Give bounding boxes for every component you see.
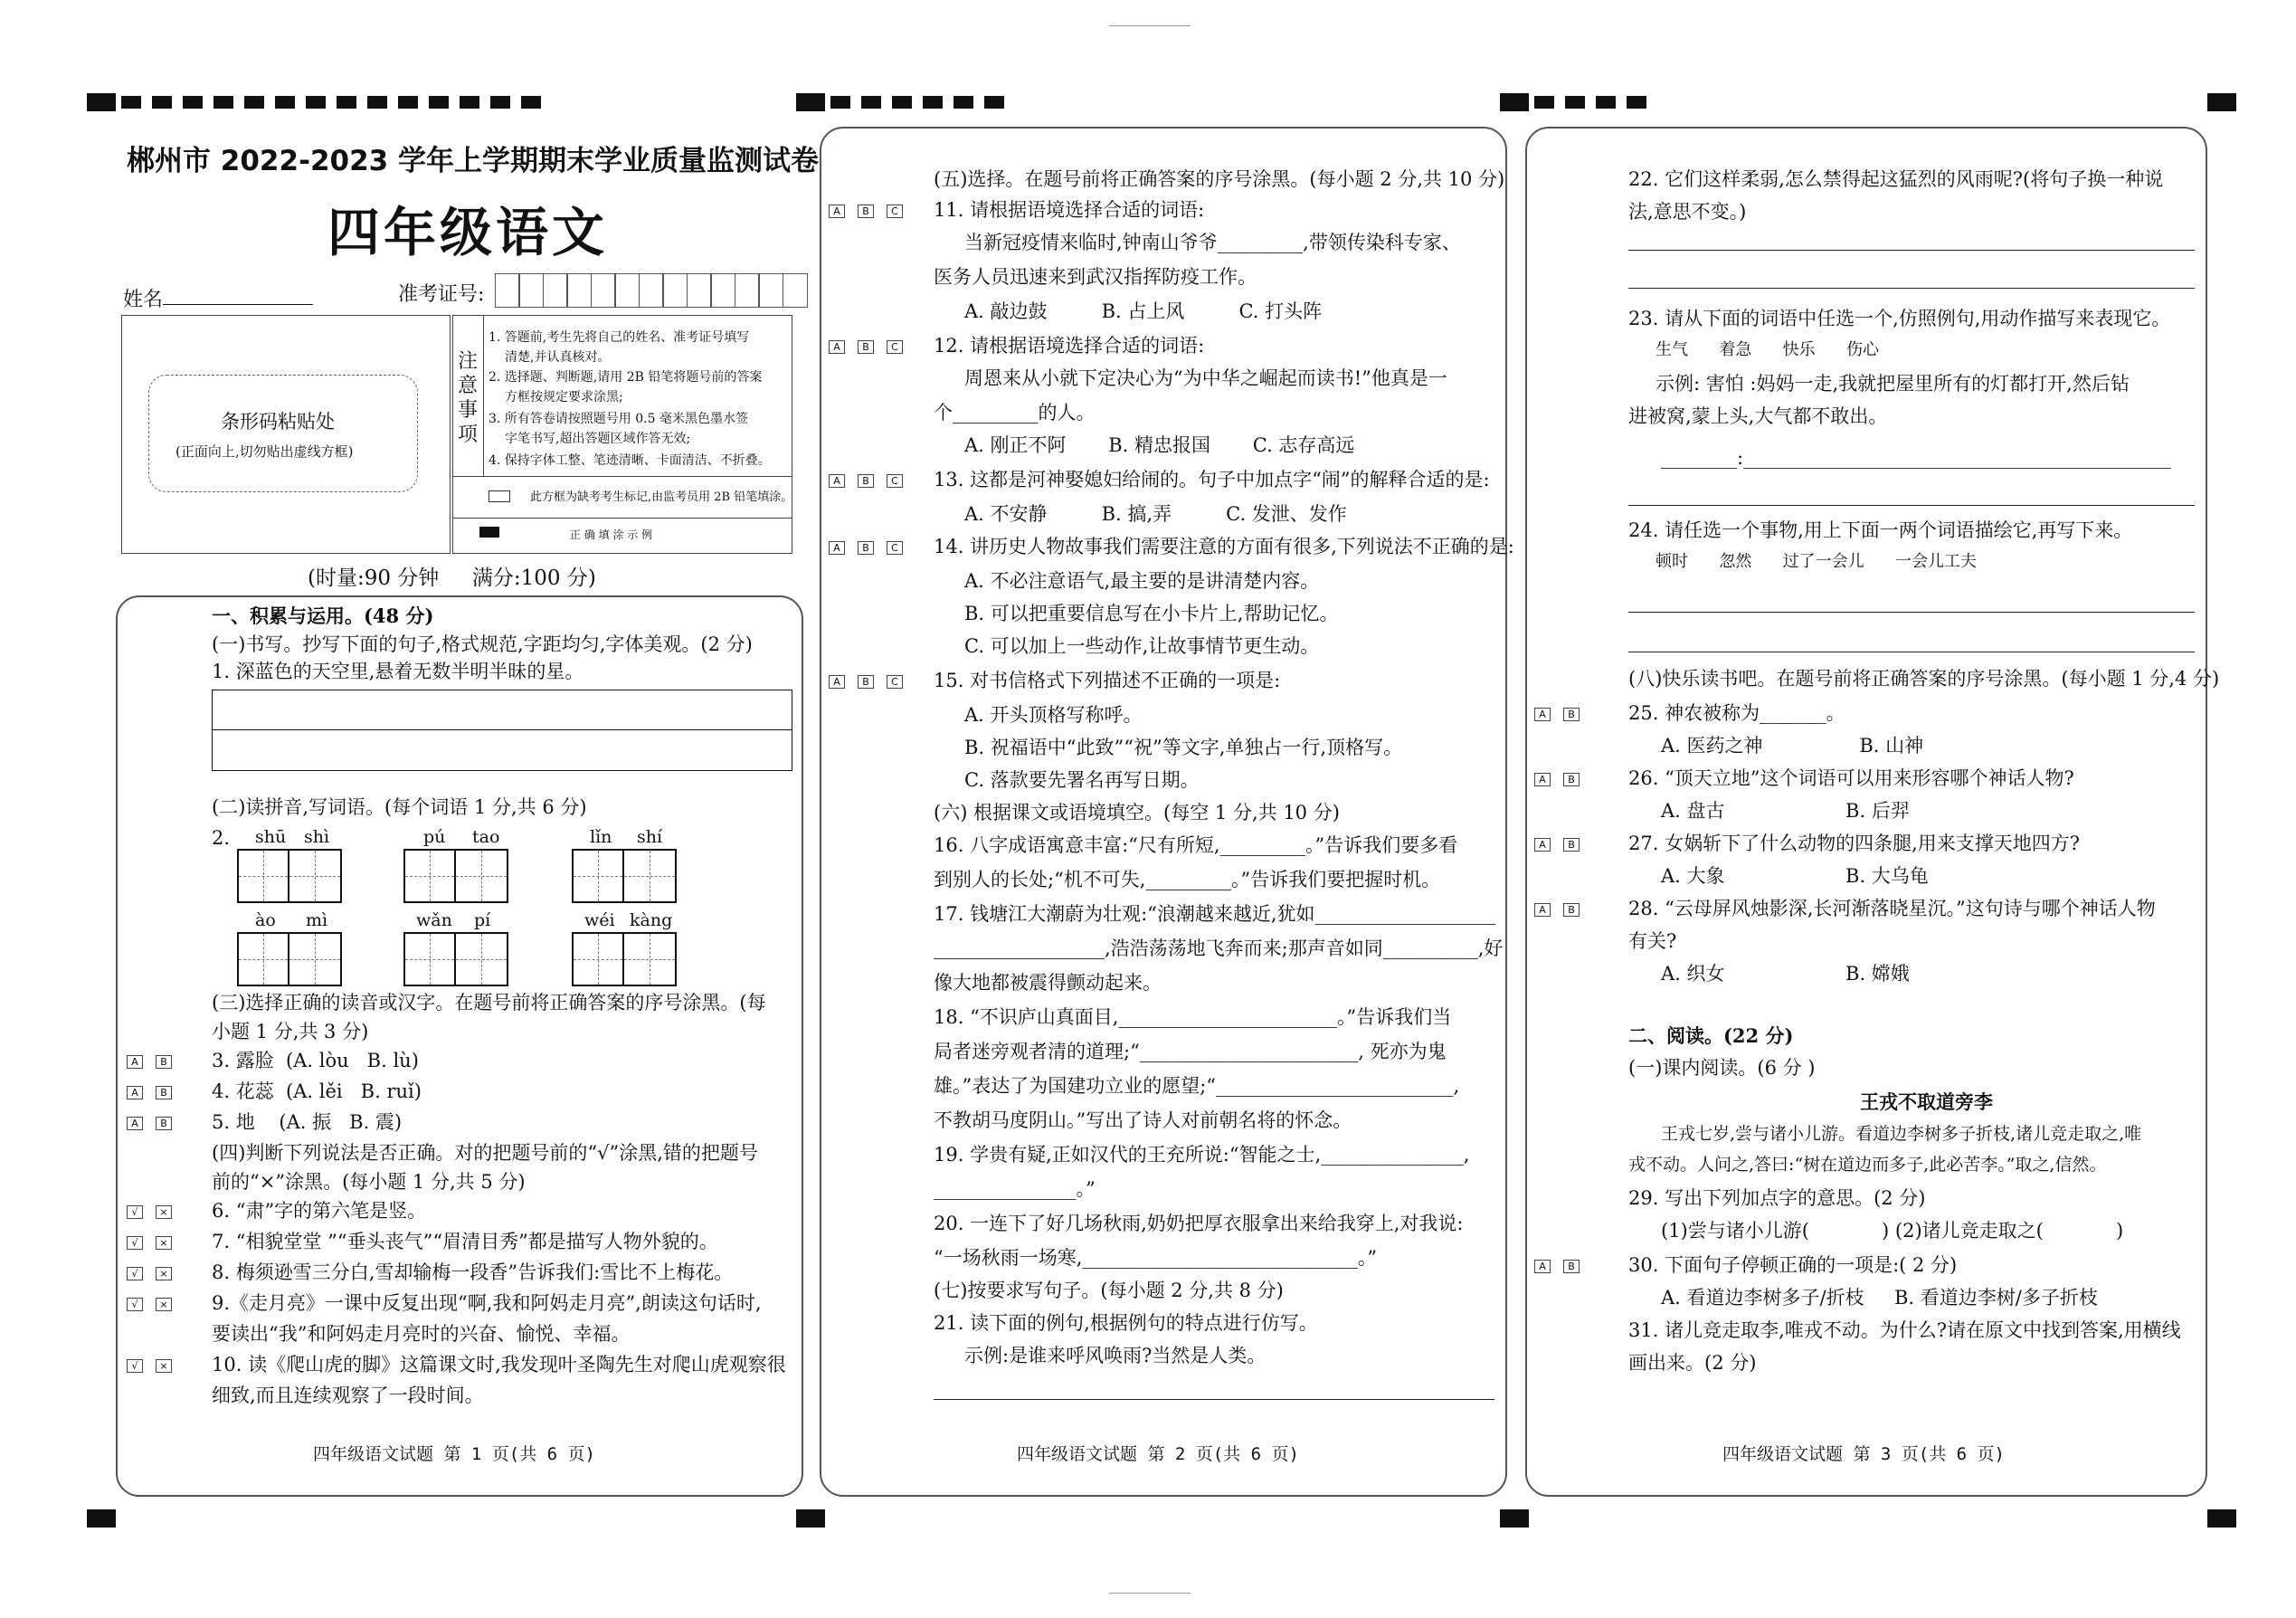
pinyin-label: shí [637, 827, 663, 847]
section-title: (八)快乐读书吧。在题号前将正确答案的序号涂黑。(每小题 1 分,4 分) [1628, 668, 2220, 690]
question-header: (四)判断下列说法是否正确。对的把题号前的“√”涂黑,错的把题号 [212, 1142, 758, 1164]
question-text: 局者迷旁观者清的道理;“_______________________, 死亦为鬼 [934, 1041, 1447, 1062]
pinyin-label: mì [306, 910, 328, 930]
question-number: 2. [212, 827, 231, 849]
question-text: 周恩来从小就下定决心为“为中华之崛起而读书!”他真是一 [964, 367, 1447, 389]
question-text: 雄。”表达了为国建功立业的愿望;“_________________________, [934, 1075, 1460, 1097]
question-text: 24. 请任选一个事物,用上下面一两个词语描绘它,再写下来。 [1628, 519, 2133, 541]
fold-line [1109, 25, 1191, 26]
question-text: 23. 请从下面的词语中任选一个,仿照例句,用动作描写来表现它。 [1628, 308, 2171, 329]
hanzi-grid[interactable] [403, 932, 508, 986]
notice-line: 字笔书写,超出答题区域作答无效; [505, 432, 691, 446]
question-text: 6. “肃”字的第六笔是竖。 [212, 1200, 427, 1222]
exam-subject: 四年级语文 [327, 202, 609, 263]
answer-options-ab[interactable]: A B [1534, 838, 1592, 852]
word-list: 生气 着急 快乐 伤心 [1656, 340, 1879, 359]
question-text: 26. “顶天立地”这个词语可以用来形容哪个神话人物? [1628, 767, 2074, 789]
answer-line[interactable] [1628, 288, 2195, 289]
answer-options-abc[interactable]: A B C [829, 474, 916, 488]
timing-mark [2207, 1509, 2236, 1528]
section-title: (五)选择。在题号前将正确答案的序号涂黑。(每小题 2 分,共 10 分) [934, 168, 1505, 190]
answer-options-ab[interactable]: A B [1534, 903, 1592, 917]
answer-options-ab[interactable]: A B [1534, 708, 1592, 721]
question-text: 要读出“我”和阿妈走月亮时的兴奋、愉悦、幸福。 [212, 1323, 631, 1345]
options-line: A. 不必注意语气,最主要的是讲清楚内容。 [964, 570, 1320, 592]
page-footer: 四年级语文试题 第 3 页(共 6 页) [1722, 1444, 2005, 1464]
section-title: 二、阅读。(22 分) [1628, 1024, 1794, 1047]
question-text: 13. 这都是河神娶媳妇给闹的。句子中加点字“闹”的解释合适的是: [934, 469, 1490, 490]
notice-line: 1. 答题前,考生先将自己的姓名、准考证号填写 [489, 330, 750, 345]
options-line: A. 医药之神 B. 山神 [1661, 735, 1924, 757]
fill-example-label: 正 确 填 涂 示 例 [570, 528, 653, 541]
options-line: A. 刚正不阿 B. 精忠报国 C. 志存高远 [964, 434, 1355, 456]
page-footer: 四年级语文试题 第 2 页(共 6 页) [1017, 1444, 1299, 1464]
question-text: 法,意思不变。) [1628, 201, 1747, 223]
section-title: (七)按要求写句子。(每小题 2 分,共 8 分) [934, 1280, 1284, 1301]
answer-template[interactable]: ________:_____________________________________________ [1661, 447, 2171, 469]
hanzi-grid[interactable] [572, 849, 677, 903]
section-title: (六) 根据课文或语境填空。(每空 1 分,共 10 分) [934, 802, 1340, 823]
pinyin-label: pú [423, 827, 446, 847]
question-text: 15. 对书信格式下列描述不正确的一项是: [934, 670, 1281, 691]
notice-line: 2. 选择题、判断题,请用 2B 铅笔将题号前的答案 [489, 370, 763, 385]
passage-text: 王戎七岁,尝与诸小儿游。看道边李树多子折枝,诸儿竞走取之,唯 [1661, 1124, 2142, 1144]
options-line: A. 大象 B. 大乌龟 [1661, 865, 1929, 887]
question-text: 8. 梅须逊雪三分白,雪却输梅一段香”告诉我们:雪比不上梅花。 [212, 1261, 734, 1283]
options-line: A. 不安静 B. 搞,弄 C. 发泄、发作 [964, 503, 1347, 525]
section-title: (一)课内阅读。(6 分 ) [1628, 1057, 1816, 1079]
question-text: 不教胡马度阴山。”写出了诗人对前朝名将的怀念。 [934, 1109, 1352, 1131]
options-line: C. 落款要先署名再写日期。 [964, 769, 1200, 791]
options-line: A. 盘古 B. 后羿 [1661, 800, 1910, 822]
question-text: 5. 地 (A. 振 B. 震) [212, 1111, 403, 1133]
question-header: 前的“×”涂黑。(每小题 1 分,共 5 分) [212, 1171, 526, 1193]
question-text: 22. 它们这样柔弱,怎么禁得起这猛烈的风雨呢?(将句子换一种说 [1628, 168, 2164, 190]
question-header: 小题 1 分,共 3 分) [212, 1021, 369, 1042]
example-text: 进被窝,蒙上头,大气都不敢出。 [1628, 405, 1888, 427]
question-text: 21. 读下面的例句,根据例句的特点进行仿写。 [934, 1312, 1318, 1334]
question-text: 29. 写出下列加点字的意思。(2 分) [1628, 1187, 1926, 1209]
answer-line[interactable] [934, 1399, 1494, 1400]
question-text[interactable]: (1)尝与诸小儿游( ) (2)诸儿竞走取之( ) [1661, 1220, 2124, 1242]
word-list: 顿时 忽然 过了一会儿 一会儿工夫 [1656, 552, 1977, 571]
example-text: 示例: 害怕 :妈妈一走,我就把屋里所有的灯都打开,然后钻 [1656, 373, 2130, 395]
answer-options-ab[interactable]: A B [127, 1117, 185, 1130]
pinyin-label: wǎn [416, 910, 452, 930]
answer-options-ab[interactable]: A B [1534, 1260, 1592, 1273]
candidate-id-boxes[interactable] [496, 273, 808, 308]
question-text: 10. 读《爬山虎的脚》这篇课文时,我发现叶圣陶先生对爬山虎观察很 [212, 1354, 786, 1375]
question-header: (三)选择正确的读音或汉字。在题号前将正确答案的序号涂黑。(每 [212, 992, 766, 1014]
question-text: 7. “相貌堂堂 ”“垂头丧气”“眉清目秀”都是描写人物外貌的。 [212, 1231, 718, 1252]
hanzi-grid[interactable] [237, 849, 342, 903]
notice-divider [452, 476, 792, 477]
question-text: __________________,浩浩荡荡地飞奔而来;那声音如同__________,好 [934, 937, 1504, 959]
question-text: 细致,而且连续观察了一段时间。 [212, 1385, 484, 1406]
name-label: 姓名 [123, 289, 164, 311]
answer-options-ab[interactable]: A B [127, 1086, 185, 1099]
pinyin-label: shū [255, 827, 287, 847]
answer-options-abc[interactable]: A B C [829, 675, 916, 689]
example-text: 示例:是谁来呼风唤雨?当然是人类。 [964, 1345, 1267, 1366]
question-header: (二)读拼音,写词语。(每个词语 1 分,共 6 分) [212, 796, 587, 818]
timing-dashes [121, 96, 552, 109]
answer-options-abc[interactable]: A B C [829, 205, 916, 218]
question-text: 像大地都被震得颤动起来。 [934, 972, 1162, 994]
question-text: 18. “不识庐山真面目,_______________________。”告诉我们当 [934, 1006, 1452, 1028]
question-header: (一)书写。抄写下面的句子,格式规范,字距均匀,字体美观。(2 分) [212, 633, 753, 655]
question-text: 9.《走月亮》一课中反复出现“啊,我和阿妈走月亮”,朗读这句话时, [212, 1292, 762, 1314]
notice-line: 4. 保持字体工整、笔迹清晰、卡面清洁、不折叠。 [489, 453, 771, 468]
question-text: 有关? [1628, 930, 1677, 952]
question-text: 4. 花蕊 (A. lěi B. ruǐ) [212, 1080, 422, 1102]
answer-line[interactable] [1628, 505, 2195, 506]
answer-options-ab[interactable]: A B [1534, 773, 1592, 786]
timing-mark [1500, 1509, 1529, 1528]
question-text: 画出来。(2 分) [1628, 1352, 1757, 1374]
section-title: 一、积累与运用。(48 分) [212, 604, 434, 627]
time-info: (时量:90 分钟 满分:100 分) [308, 566, 596, 590]
timing-dashes [830, 96, 1015, 109]
hanzi-grid[interactable] [403, 849, 508, 903]
pinyin-label: wéi [584, 910, 615, 930]
writing-box-divider [212, 729, 792, 730]
pinyin-label: pí [474, 910, 491, 930]
timing-mark [1500, 93, 1529, 111]
question-text: 到别人的长处;“机不可失,_________。”告诉我们要把握时机。 [934, 869, 1441, 890]
fold-line [1109, 1593, 1191, 1594]
question-text: “一场秋雨一场寒,_____________________________。” [934, 1247, 1378, 1269]
pinyin-label: ào [255, 910, 276, 930]
question-text: 20. 一连下了好几场秋雨,奶奶把厚衣服拿出来给我穿上,对我说: [934, 1213, 1464, 1234]
question-text: 14. 讲历史人物故事我们需要注意的方面有很多,下列说法不正确的是: [934, 536, 1514, 557]
question-text: 当新冠疫情来临时,钟南山爷爷_________,带领传染科专家、 [964, 232, 1461, 253]
hanzi-grid[interactable] [237, 932, 342, 986]
notice-title: 注意事项 [458, 350, 479, 446]
question-text: 31. 诸儿竞走取李,唯戎不动。为什么?请在原文中找到答案,用横线 [1628, 1319, 2181, 1341]
passage-title: 王戎不取道旁李 [1860, 1091, 1993, 1113]
question-text: 19. 学贵有疑,正如汉代的王充所说:“智能之士,_______________, [934, 1144, 1470, 1166]
question-text: 3. 露脸 (A. lòu B. lù) [212, 1050, 419, 1071]
barcode-title: 条形码粘贴处 [221, 411, 335, 433]
question-text: 17. 钱塘江大潮蔚为壮观:“浪潮越来越近,犹如___________________ [934, 903, 1496, 925]
answer-options-tf[interactable]: √ × [127, 1298, 185, 1311]
answer-options-abc[interactable]: A B C [829, 340, 916, 354]
notice-line: 3. 所有答卷请按照题号用 0.5 毫米黑色墨水签 [489, 412, 748, 426]
answer-line[interactable] [1628, 612, 2195, 613]
timing-mark [796, 1509, 825, 1528]
options-line: C. 可以加上一些动作,让故事情节更生动。 [964, 635, 1320, 657]
answer-options-tf[interactable]: √ × [127, 1236, 185, 1250]
timing-mark [87, 93, 116, 111]
barcode-subtitle: (正面向上,切勿贴出虚线方框) [176, 443, 354, 460]
page-footer: 四年级语文试题 第 1 页(共 6 页) [313, 1444, 595, 1464]
exam-title: 郴州市 2022-2023 学年上学期期末学业质量监测试卷 [127, 145, 820, 177]
candidate-id-label: 准考证号: [398, 283, 485, 306]
writing-box[interactable] [212, 690, 792, 771]
absent-note: 此方框为缺考考生标记,由监考员用 2B 铅笔填涂。 [530, 490, 793, 504]
answer-options-tf[interactable]: √ × [127, 1205, 185, 1219]
hanzi-grid[interactable] [572, 932, 677, 986]
pinyin-label: tao [472, 827, 500, 847]
options-line: A. 开头顶格写称呼。 [964, 704, 1143, 726]
answer-line[interactable] [1628, 250, 2195, 251]
question-text: 16. 八字成语寓意丰富:“尺有所短,_________。”告诉我们要多看 [934, 834, 1458, 856]
question-text: 27. 女娲斩下了什么动物的四条腿,用来支撑天地四方? [1628, 833, 2081, 854]
options-line: A. 敲边鼓 B. 占上风 C. 打头阵 [964, 300, 1323, 322]
notice-line: 方框按规定要求涂黑; [505, 390, 623, 404]
question-text: 医务人员迅速来到武汉指挥防疫工作。 [934, 266, 1257, 288]
options-line: A. 看道边李树多子/折枝 B. 看道边李树/多子折枝 [1661, 1287, 2098, 1309]
question-text: 28. “云母屏风烛影深,长河渐落晓星沉。”这句诗与哪个神话人物 [1628, 898, 2156, 919]
question-text: 1. 深蓝色的天空里,悬着无数半明半昧的星。 [212, 661, 584, 682]
fill-example-mark [479, 527, 499, 538]
question-text: 25. 神农被称为_______。 [1628, 702, 1845, 724]
pinyin-label: shì [304, 827, 330, 847]
pinyin-label: kàng [630, 910, 673, 930]
question-text: 30. 下面句子停顿正确的一项是:( 2 分) [1628, 1254, 1958, 1276]
question-text: 个_________的人。 [934, 402, 1096, 424]
options-line: B. 可以把重要信息写在小卡片上,帮助记忆。 [964, 603, 1339, 624]
absent-checkbox[interactable] [489, 490, 510, 502]
question-text: _______________。” [934, 1178, 1096, 1200]
answer-options-tf[interactable]: √ × [127, 1267, 185, 1280]
options-line: A. 织女 B. 嫦娥 [1661, 963, 1910, 985]
question-text: 12. 请根据语境选择合适的词语: [934, 335, 1205, 357]
name-field[interactable] [163, 304, 313, 305]
answer-options-ab[interactable]: A B [127, 1055, 185, 1069]
notice-line: 清楚,并认真核对。 [505, 350, 611, 365]
question-text: 11. 请根据语境选择合适的词语: [934, 199, 1205, 221]
options-line: B. 祝福语中“此致”“祝”等文字,单独占一行,顶格写。 [964, 737, 1403, 758]
timing-dashes [1534, 96, 1657, 109]
timing-mark [87, 1509, 116, 1528]
pinyin-label: lǐn [590, 827, 612, 847]
answer-options-tf[interactable]: √ × [127, 1359, 185, 1373]
answer-options-abc[interactable]: A B C [829, 541, 916, 555]
notice-divider [483, 315, 484, 476]
passage-text: 戎不动。人问之,答曰:“树在道边而多子,此必苦李。”取之,信然。 [1628, 1155, 2107, 1175]
timing-mark [2207, 93, 2236, 111]
timing-mark [796, 93, 825, 111]
notice-divider [452, 518, 792, 519]
